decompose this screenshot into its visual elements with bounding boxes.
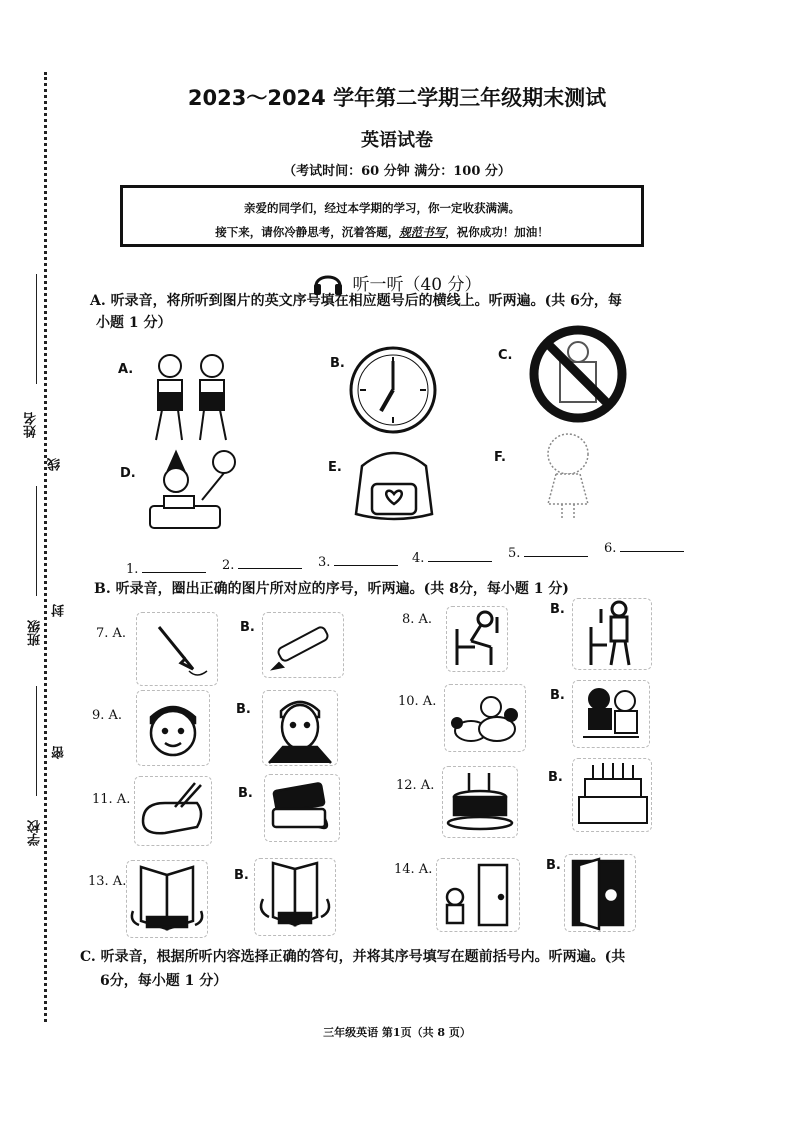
q10-option-a[interactable] xyxy=(444,684,526,752)
blank-5[interactable] xyxy=(508,544,588,561)
q7-b-label: B. xyxy=(240,620,255,635)
part-c-instruction-2: 6分，每小题 1 分） xyxy=(100,973,228,989)
q9-b-label: B. xyxy=(236,702,251,717)
notice-line-1: 亲爱的同学们，经过本学期的学习，你一定收获满满。 xyxy=(244,201,520,215)
part-a-instruction-1: A. 听录音，将所听到图片的英文序号填在相应题号后的横线上。听两遍。(共 6分，每 xyxy=(90,293,622,309)
line-char: 线 xyxy=(48,458,63,471)
section-title: 听一听（40 分） xyxy=(352,275,482,295)
blank-4[interactable] xyxy=(412,549,492,566)
schoolbag-icon xyxy=(348,444,440,526)
school-line xyxy=(36,686,37,796)
option-b-label: B. xyxy=(330,356,345,371)
q11-b-label: B. xyxy=(238,786,253,801)
part-a-instruction-2: 小题 1 分） xyxy=(96,315,172,331)
two-boys-icon xyxy=(148,352,236,444)
blank-1-number: 1. xyxy=(126,562,139,577)
q13-label: 13. A. xyxy=(88,874,127,889)
q7-option-b[interactable] xyxy=(262,612,344,678)
q9-option-b[interactable] xyxy=(262,690,338,766)
stand-up-icon xyxy=(573,599,651,669)
animals-icon xyxy=(445,685,525,751)
binding-dotted-line xyxy=(44,72,47,1022)
blank-4-number: 4. xyxy=(412,551,425,566)
exam-title: 2023～2024 学年第二学期三年级期末测试 xyxy=(187,86,607,110)
open-book-icon xyxy=(127,861,207,937)
notice-line-2-emphasis: 规范书写 xyxy=(399,225,446,239)
school-label: 学校 xyxy=(28,820,43,846)
notice-line-2-post: ，祝你成功！加油！ xyxy=(445,225,549,239)
q12-label: 12. A. xyxy=(396,778,435,793)
option-d-label: D. xyxy=(120,466,136,481)
no-sleeping-icon xyxy=(528,324,628,424)
pen-icon xyxy=(137,613,217,685)
bears-icon xyxy=(573,681,649,747)
option-e-label: E. xyxy=(328,460,342,475)
q11-option-a[interactable] xyxy=(134,776,212,846)
q10-b-label: B. xyxy=(550,688,565,703)
q8-b-label: B. xyxy=(550,602,565,617)
q13-b-label: B. xyxy=(234,868,249,883)
q8-option-a[interactable] xyxy=(446,606,508,672)
boy-face-icon xyxy=(137,691,209,765)
q14-label: 14. A. xyxy=(394,862,433,877)
blank-2-number: 2. xyxy=(222,558,235,573)
name-label: 姓名 xyxy=(24,412,39,438)
small-cake-icon xyxy=(443,767,517,837)
birthday-boy-icon xyxy=(140,448,238,540)
blank-6[interactable] xyxy=(604,539,684,556)
option-f-label: F. xyxy=(494,450,506,465)
q10-option-b[interactable] xyxy=(572,680,650,748)
clock-icon xyxy=(348,345,438,435)
blank-3-number: 3. xyxy=(318,555,331,570)
exam-info: （考试时间：60 分钟 满分：100 分） xyxy=(283,164,511,179)
q8-option-b[interactable] xyxy=(572,598,652,670)
open-door-icon xyxy=(565,855,635,931)
q9-label: 9. A. xyxy=(92,708,123,723)
q11-option-b[interactable] xyxy=(264,774,340,842)
q10-label: 10. A. xyxy=(398,694,437,709)
class-label: 班级 xyxy=(28,620,43,646)
notice-box xyxy=(120,185,644,247)
pencil-box-icon xyxy=(265,775,339,841)
option-c-label: C. xyxy=(498,348,513,363)
girl-icon xyxy=(534,428,604,520)
pencil-case-icon xyxy=(135,777,211,845)
secret-char: 密 xyxy=(52,746,67,759)
q9-option-a[interactable] xyxy=(136,690,210,766)
part-c-instruction-1: C. 听录音，根据所听内容选择正确的答句，并将其序号填写在题前括号内。听两遍。(共 xyxy=(80,949,626,965)
blank-1[interactable] xyxy=(126,560,206,577)
page-footer: 三年级英语 第1页（共 8 页） xyxy=(323,1026,471,1039)
q13-option-b[interactable] xyxy=(254,858,336,936)
option-a-label: A. xyxy=(118,362,134,377)
q12-b-label: B. xyxy=(548,770,563,785)
part-b-instruction: B. 听录音，圈出正确的图片所对应的序号，听两遍。(共 8分，每小题 1 分) xyxy=(94,581,569,597)
q12-option-b[interactable] xyxy=(572,758,652,832)
exam-subject: 英语试卷 xyxy=(361,130,433,151)
q14-option-a[interactable] xyxy=(436,858,520,932)
sit-down-icon xyxy=(447,607,507,671)
man-face-icon xyxy=(263,691,337,765)
q11-label: 11. A. xyxy=(92,792,131,807)
blank-5-number: 5. xyxy=(508,546,521,561)
blank-3[interactable] xyxy=(318,553,398,570)
class-line xyxy=(36,486,37,596)
seal-char: 封 xyxy=(52,604,67,617)
big-cake-icon xyxy=(573,759,651,831)
q7-label: 7. A. xyxy=(96,626,127,641)
q8-label: 8. A. xyxy=(402,612,433,627)
closed-door-icon xyxy=(437,859,519,931)
q13-option-a[interactable] xyxy=(126,860,208,938)
q7-option-a[interactable] xyxy=(136,612,218,686)
blank-2[interactable] xyxy=(222,556,302,573)
q12-option-a[interactable] xyxy=(442,766,518,838)
blank-6-number: 6. xyxy=(604,541,617,556)
q14-option-b[interactable] xyxy=(564,854,636,932)
close-book-icon xyxy=(255,859,335,935)
notice-line-2-pre: 接下来，请你冷静思考，沉着答题， xyxy=(215,225,400,239)
q14-b-label: B. xyxy=(546,858,561,873)
marker-icon xyxy=(263,613,343,677)
notice-line-2 xyxy=(123,224,641,240)
